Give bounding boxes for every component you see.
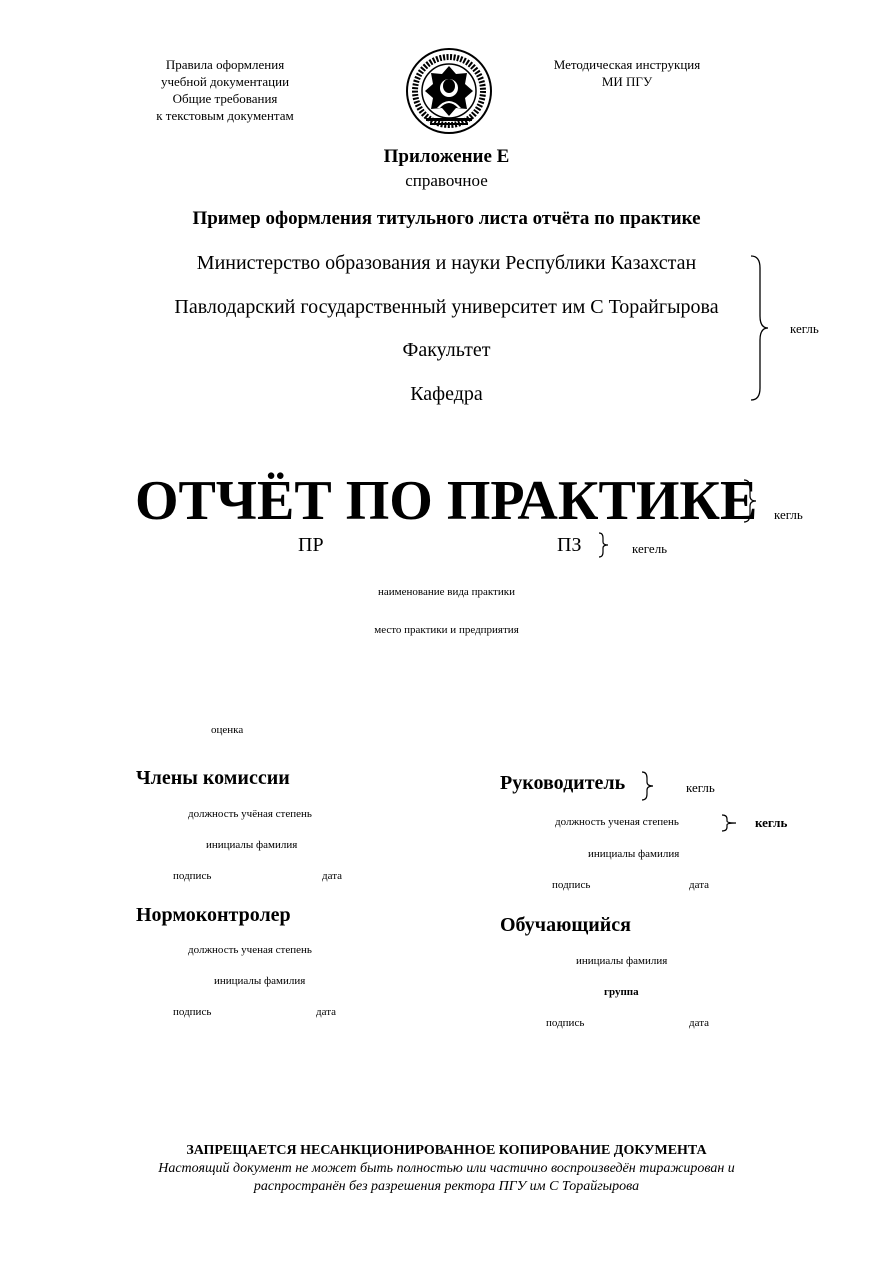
report-code-left: ПР [298,534,324,556]
ministry-name: Министерство образования и науки Республики Казахстан [196,252,697,274]
normcontrol-position: должность ученая степень [188,944,312,956]
department-label: Кафедра [410,383,483,405]
footer-note-line-2: распространён без разрешения ректора ПГУ им С Торайгырова [253,1179,640,1194]
normcontrol-name: инициалы фамилия [214,975,306,987]
institution-size-label: кегль [790,321,819,336]
header-left-line-2: учебной документации [160,74,290,89]
normcontrol-signature: подпись [173,1006,212,1018]
grade-label: оценка [211,724,244,736]
normcontrol-date: дата [316,1006,337,1018]
header-left-block [120,56,330,124]
header-left-line-3: Общие требования [172,91,278,106]
report-code-right: ПЗ [557,534,582,556]
header-left-line-4: к текстовым документам [156,108,294,123]
commission-name: инициалы фамилия [206,839,298,851]
institution-brace-icon [748,254,772,404]
student-heading: Обучающийся [500,914,631,936]
university-seal-icon [404,46,494,136]
report-title: ОТЧЁТ ПО ПРАКТИКЕ [135,470,758,532]
code-brace-icon [597,531,611,559]
code-size-label: кегель [632,541,668,556]
header-right-line-1: Методическая инструкция [553,57,701,72]
footer-note-line-1: Настоящий документ не может быть полностью или частично воспроизведён тиражирован и [158,1161,735,1176]
supervisor-heading: Руководитель [500,772,626,794]
supervisor-position-brace-icon [720,813,738,833]
student-group: группа [604,986,639,998]
title-size-label: кегль [774,507,803,522]
supervisor-position-size-label: кегль [755,815,788,830]
student-date: дата [689,1017,710,1029]
university-name: Павлодарский государственный университет им С Торайгырова [174,296,719,318]
practice-type-label: наименование вида практики [378,586,515,598]
supervisor-signature: подпись [552,879,591,891]
title-brace-icon [742,478,758,524]
header-right-line-2: МИ ПГУ [601,74,653,89]
supervisor-position: должность ученая степень [555,816,679,828]
footer-warning: ЗАПРЕЩАЕТСЯ НЕСАНКЦИОНИРОВАННОЕ КОПИРОВАНИЕ ДОКУМЕНТА [186,1143,707,1158]
student-name: инициалы фамилия [576,955,668,967]
appendix-title: Приложение Е [383,146,510,167]
appendix-subtitle: справочное [405,171,488,190]
commission-signature: подпись [173,870,212,882]
header-right-block [552,56,702,90]
supervisor-heading-size-label: кегль [686,780,715,795]
practice-place-label: место практики и предприятия [374,624,519,636]
commission-date: дата [322,870,343,882]
header-left-line-1: Правила оформления [165,57,285,72]
student-signature: подпись [546,1017,585,1029]
example-heading: Пример оформления титульного листа отчёта по практике [192,208,701,229]
commission-position: должность учёная степень [188,808,312,820]
normcontrol-heading: Нормоконтролер [136,904,291,926]
supervisor-name: инициалы фамилия [588,848,680,860]
supervisor-date: дата [689,879,710,891]
commission-heading: Члены комиссии [136,767,290,789]
supervisor-brace-icon [640,770,656,802]
faculty-label: Факультет [402,339,491,361]
